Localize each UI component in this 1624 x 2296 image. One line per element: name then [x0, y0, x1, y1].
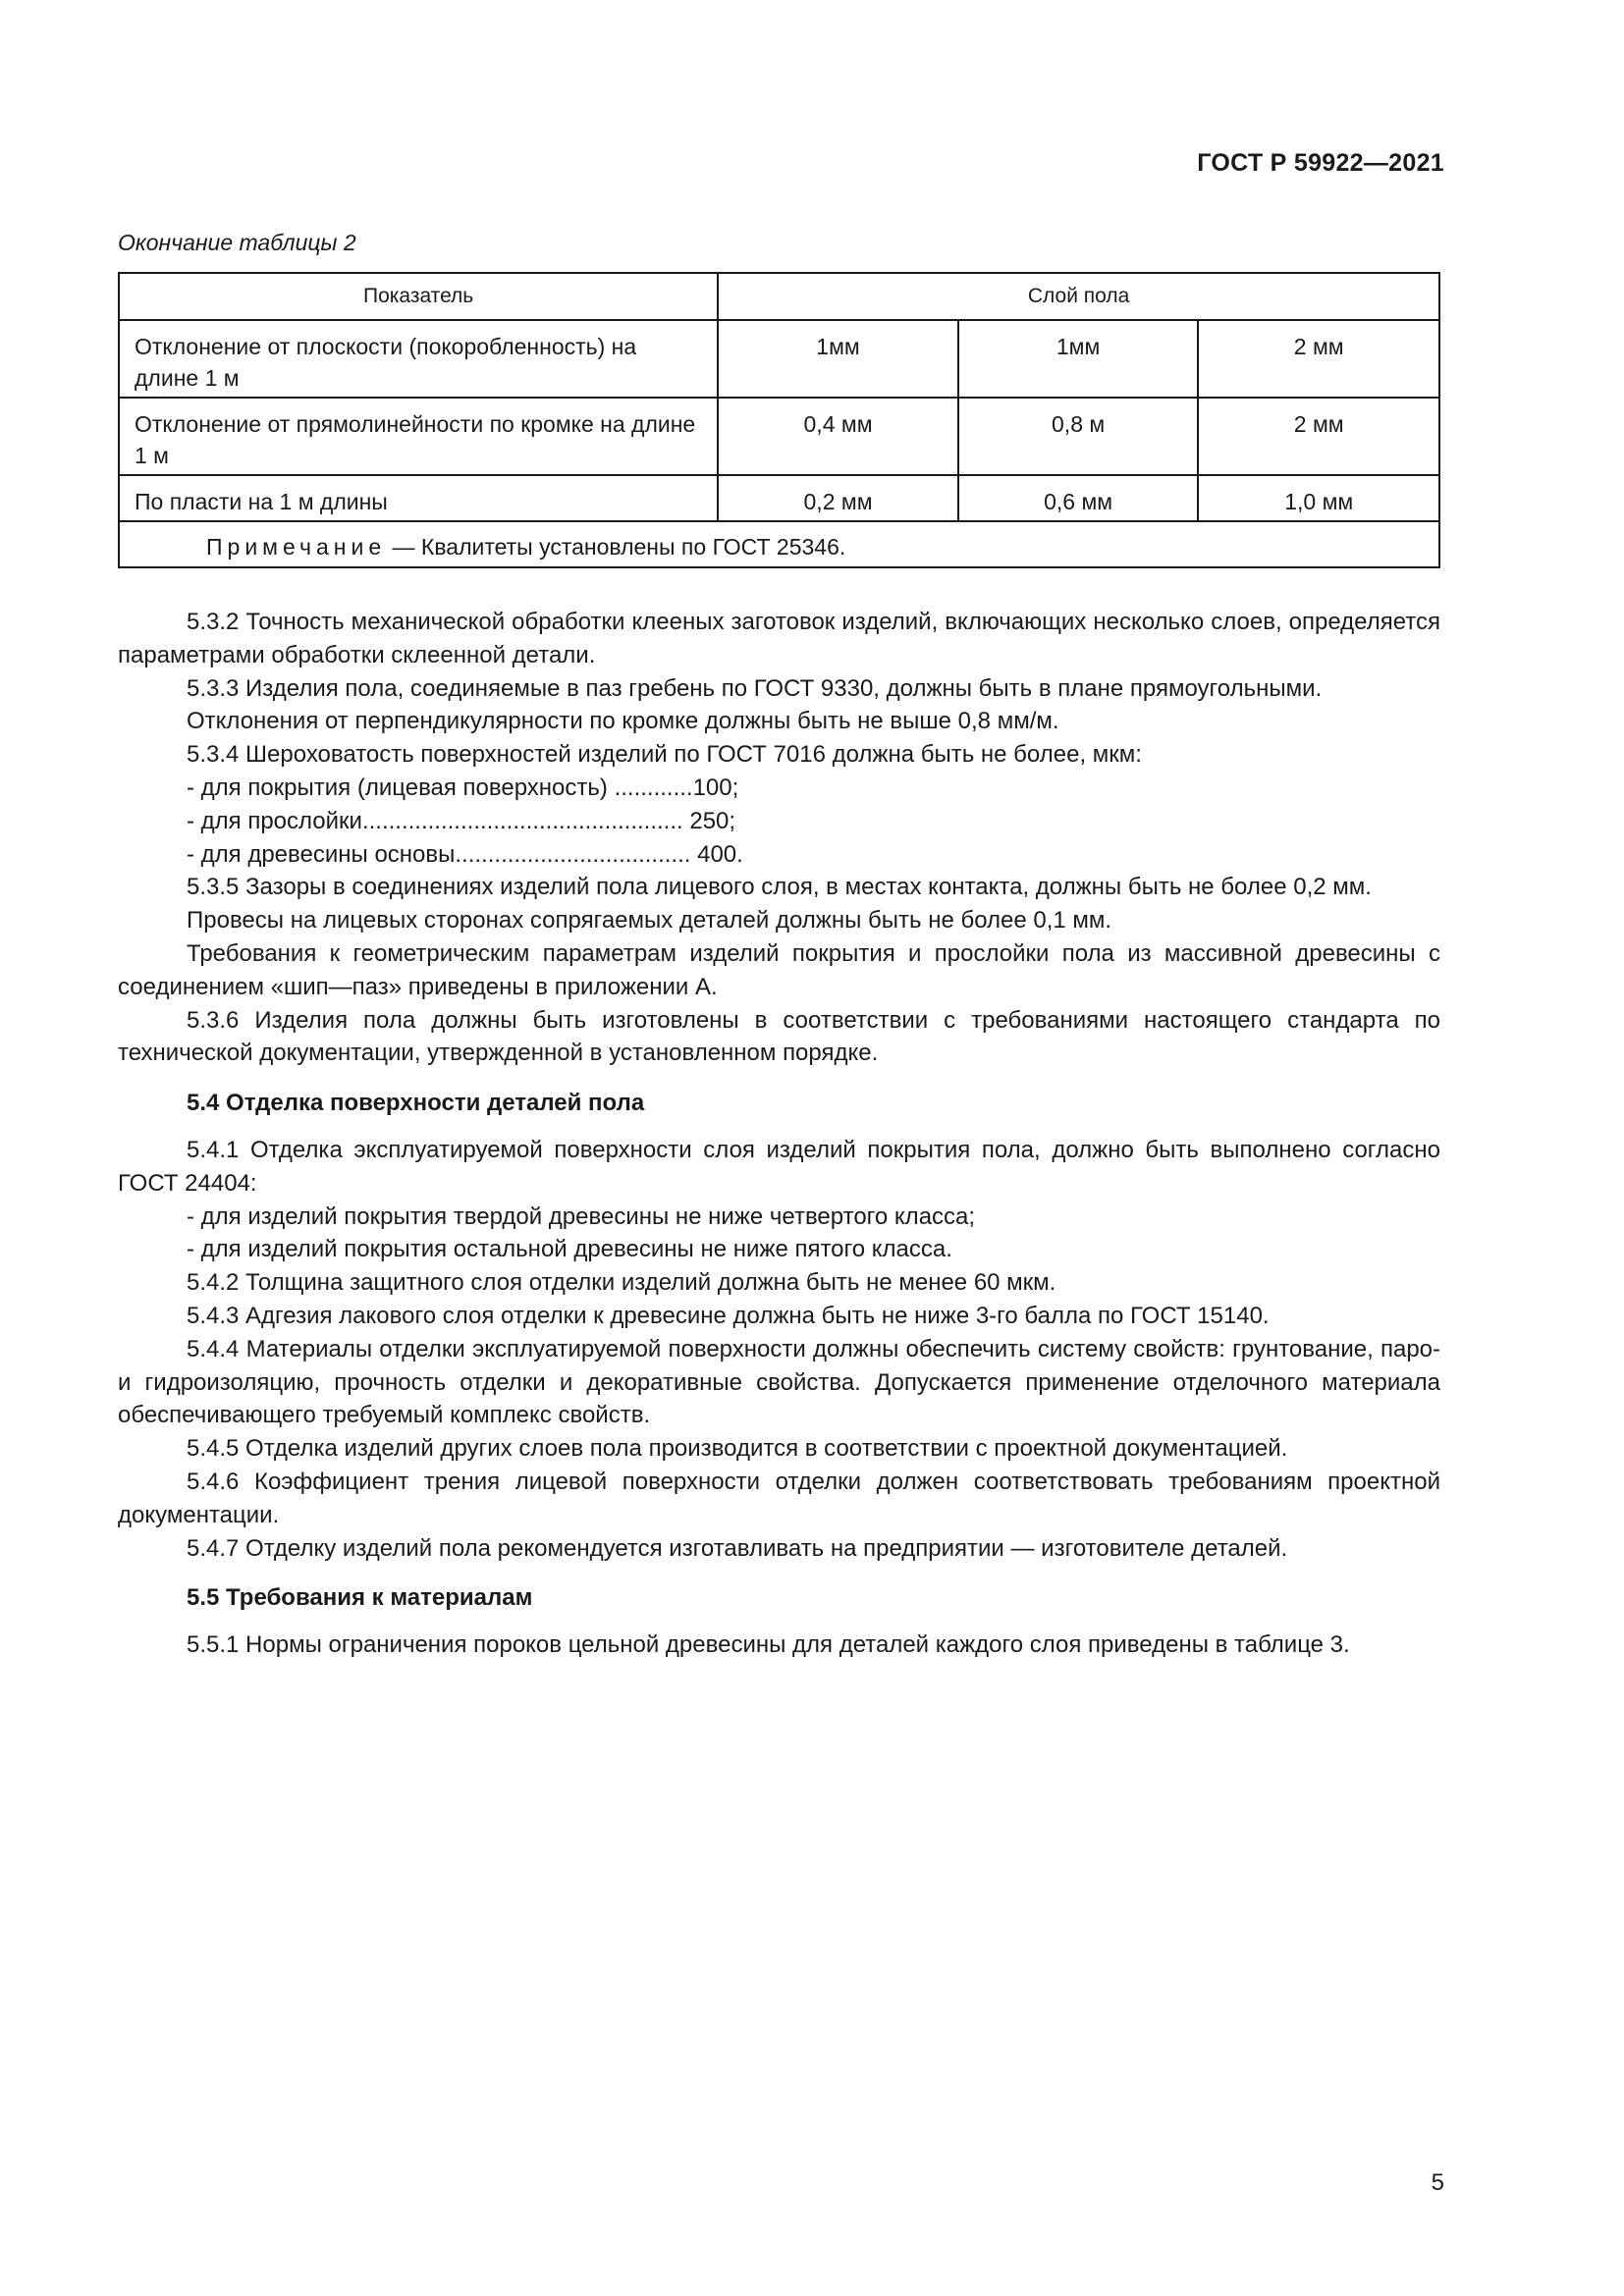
paragraph: 5.4.2 Толщина защитного слоя отделки изделий должна быть не менее 60 мкм.	[187, 1269, 1056, 1297]
paragraph: Провесы на лицевых сторонах сопрягаемых деталей должны быть не более 0,1 мм.	[187, 907, 1112, 934]
paragraph: 5.4.1 Отделка эксплуатируемой поверхности слоя изделий покрытия пола, должно быть выполнено согласно ГОСТ 24404:	[118, 1136, 1440, 1197]
cell-value: 0,4 мм	[718, 398, 958, 475]
cell-value: 1,0 мм	[1198, 475, 1439, 521]
paragraph: 5.3.4 Шероховатость поверхностей изделий по ГОСТ 7016 должна быть не более, мкм:	[187, 741, 1142, 769]
paragraph: 5.5.1 Нормы ограничения пороков цельной древесины для деталей каждого слоя приведены в таблице 3.	[187, 1631, 1350, 1659]
paragraph: 5.4.3 Адгезия лакового слоя отделки к древесине должна быть не ниже 3-го балла по ГОСТ 15140.	[187, 1302, 1270, 1329]
page-number: 5	[1431, 2169, 1444, 2196]
row-label: Отклонение от прямолинейности по кромке на длине 1 м	[119, 398, 718, 475]
paragraph: 5.4.5 Отделка изделий других слоев пола производится в соответствии с проектной документацией.	[187, 1435, 1288, 1463]
note-text: — Квалитеты установлены по ГОСТ 25346.	[386, 534, 846, 560]
body-text	[118, 606, 1440, 1662]
paragraph: 5.4.7 Отделку изделий пола рекомендуется изготавливать на предприятии — изготовителе деталей.	[187, 1534, 1288, 1562]
header-indicator: Показатель	[119, 273, 718, 320]
paragraph: 5.3.2 Точность механической обработки клееных заготовок изделий, включающих несколько слоев, определяется параметрами обработки склеенной детали.	[118, 609, 1440, 668]
cell-value: 1мм	[718, 320, 958, 398]
list-item: - для изделий покрытия остальной древесины не ниже пятого класса.	[187, 1236, 952, 1263]
paragraph: 5.4.6 Коэффициент трения лицевой поверхности отделки должен соответствовать требованиям проектной документации.	[118, 1468, 1440, 1528]
table-2	[118, 272, 1440, 568]
header-floor-layer: Слой пола	[718, 273, 1439, 320]
list-item: - для покрытия (лицевая поверхность) ............100;	[187, 774, 739, 801]
table-row	[119, 320, 1439, 398]
row-label: Отклонение от плоскости (покоробленность) на длине 1 м	[119, 320, 718, 398]
paragraph: Требования к геометрическим параметрам изделий покрытия и прослойки пола из массивной древесины с соединением «шип—паз» приведены в приложении А.	[118, 939, 1440, 1000]
cell-value: 0,6 мм	[958, 475, 1199, 521]
cell-value: 2 мм	[1198, 398, 1439, 475]
row-label: По пласти на 1 м длины	[119, 475, 718, 521]
list-item: - для изделий покрытия твердой древесины не ниже четвертого класса;	[187, 1202, 976, 1230]
cell-value: 1мм	[958, 320, 1199, 398]
table-caption: Окончание таблицы 2	[118, 230, 356, 255]
table-row	[119, 398, 1439, 475]
table-note-row	[119, 521, 1439, 567]
paragraph: Отклонения от перпендикулярности по кромке должны быть не выше 0,8 мм/м.	[187, 708, 1059, 735]
list-item: - для древесины основы.................................... 400.	[187, 840, 743, 868]
note-label: Примечание	[206, 534, 387, 560]
cell-value: 0,2 мм	[718, 475, 958, 521]
section-heading: 5.4 Отделка поверхности деталей пола	[187, 1090, 645, 1117]
paragraph: 5.3.6 Изделия пола должны быть изготовлены в соответствии с требованиями настоящего стандарта по технической документации, утвержденной в установленном порядке.	[118, 1006, 1440, 1067]
paragraph: 5.3.3 Изделия пола, соединяемые в паз гребень по ГОСТ 9330, должны быть в плане прямоугольными.	[187, 674, 1323, 702]
section-heading: 5.5 Требования к материалам	[187, 1584, 533, 1612]
document-code: ГОСТ Р 59922—2021	[1197, 149, 1444, 177]
table-row	[119, 475, 1439, 521]
paragraph: 5.3.5 Зазоры в соединениях изделий пола лицевого слоя, в местах контакта, должны быть не более 0,2 мм.	[187, 874, 1372, 901]
list-item: - для прослойки................................................. 250;	[187, 807, 736, 834]
table-note	[119, 521, 1439, 567]
table-header-row	[119, 273, 1439, 320]
paragraph: 5.4.4 Материалы отделки эксплуатируемой поверхности должны обеспечить систему свойств: грунтование, паро- и гидроизоляцию, прочность отделки и декоративные свойства. Допускается применение отделочного материала обеспечивающего требуемый комплекс свойств.	[118, 1335, 1440, 1429]
cell-value: 2 мм	[1198, 320, 1439, 398]
cell-value: 0,8 м	[958, 398, 1199, 475]
